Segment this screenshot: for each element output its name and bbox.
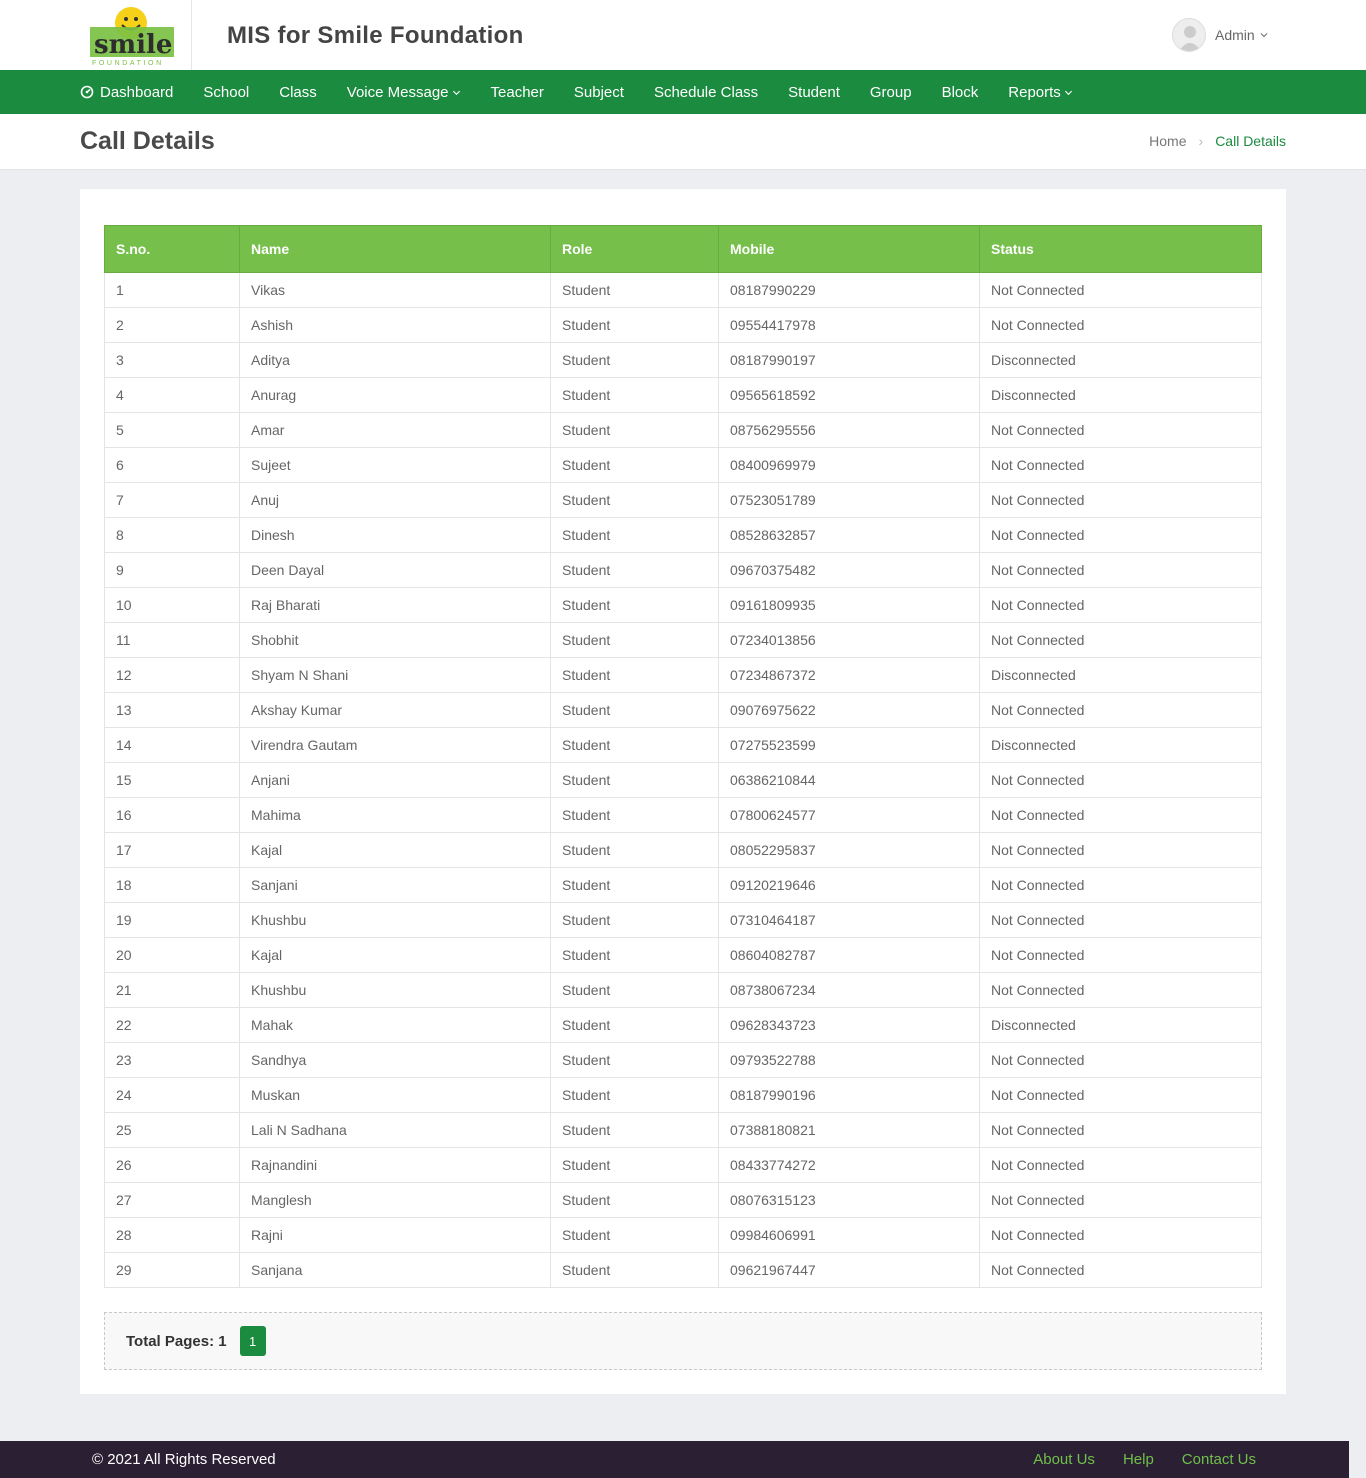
cell-role: Student: [551, 658, 719, 693]
chevron-down-icon: [1259, 30, 1269, 40]
cell-name: Akshay Kumar: [240, 693, 551, 728]
cell-sno: 14: [105, 728, 240, 763]
nav-item-label: Group: [869, 83, 912, 101]
cell-role: Student: [551, 903, 719, 938]
cell-sno: 29: [105, 1253, 240, 1288]
table-row: [105, 1113, 1262, 1148]
footer-link-about-us[interactable]: About Us: [1033, 1451, 1095, 1468]
page-header: [0, 114, 1366, 170]
cell-role: Student: [551, 308, 719, 343]
breadcrumb-separator-icon: ›: [1198, 133, 1204, 149]
cell-sno: 25: [105, 1113, 240, 1148]
column-header-role: Role: [551, 226, 719, 273]
nav-item-label: Teacher: [490, 83, 544, 101]
table-row: [105, 623, 1262, 658]
column-header-sno: S.no.: [105, 226, 240, 273]
cell-role: Student: [551, 518, 719, 553]
logo-wordmark: smile: [94, 30, 173, 60]
cell-sno: 10: [105, 588, 240, 623]
cell-status: Not Connected: [980, 483, 1262, 518]
cell-role: Student: [551, 938, 719, 973]
cell-role: Student: [551, 1008, 719, 1043]
cell-role: Student: [551, 1183, 719, 1218]
table-row: [105, 1078, 1262, 1113]
user-avatar-icon: [1172, 18, 1206, 52]
copyright-text: © 2021 All Rights Reserved: [92, 1451, 276, 1468]
cell-status: Not Connected: [980, 938, 1262, 973]
call-details-card: [80, 189, 1286, 1394]
cell-sno: 6: [105, 448, 240, 483]
column-header-mobile: Mobile: [719, 226, 980, 273]
cell-status: Not Connected: [980, 1148, 1262, 1183]
header-divider: [191, 0, 192, 70]
nav-item-student[interactable]: [788, 84, 840, 101]
cell-name: Sanjana: [240, 1253, 551, 1288]
column-header-name: Name: [240, 226, 551, 273]
table-row: [105, 1148, 1262, 1183]
cell-status: Not Connected: [980, 1078, 1262, 1113]
cell-role: Student: [551, 1218, 719, 1253]
cell-role: Student: [551, 483, 719, 518]
cell-role: Student: [551, 1113, 719, 1148]
page-footer: [0, 1441, 1349, 1478]
cell-status: Not Connected: [980, 308, 1262, 343]
nav-item-dashboard[interactable]: [80, 84, 173, 101]
cell-name: Ashish: [240, 308, 551, 343]
cell-sno: 22: [105, 1008, 240, 1043]
cell-status: Not Connected: [980, 973, 1262, 1008]
cell-status: Not Connected: [980, 1183, 1262, 1218]
nav-item-label: Schedule Class: [653, 83, 759, 101]
cell-mobile: 09984606991: [719, 1218, 980, 1253]
nav-item-label: Class: [279, 83, 317, 101]
footer-link-help[interactable]: Help: [1122, 1451, 1154, 1468]
cell-status: Not Connected: [980, 1113, 1262, 1148]
cell-mobile: 08756295556: [719, 413, 980, 448]
cell-role: Student: [551, 763, 719, 798]
cell-status: Not Connected: [980, 763, 1262, 798]
cell-status: Not Connected: [980, 623, 1262, 658]
cell-name: Vikas: [240, 273, 551, 308]
cell-sno: 28: [105, 1218, 240, 1253]
cell-mobile: 08187990229: [719, 273, 980, 308]
cell-mobile: 07234013856: [719, 623, 980, 658]
cell-status: Disconnected: [980, 343, 1262, 378]
cell-sno: 12: [105, 658, 240, 693]
cell-name: Mahak: [240, 1008, 551, 1043]
cell-sno: 24: [105, 1078, 240, 1113]
cell-role: Student: [551, 273, 719, 308]
app-title: MIS for Smile Foundation: [227, 22, 524, 49]
table-row: [105, 658, 1262, 693]
smile-foundation-logo[interactable]: [88, 5, 178, 67]
nav-item-schedule-class[interactable]: [654, 84, 758, 101]
cell-mobile: 07310464187: [719, 903, 980, 938]
chevron-down-icon: [1064, 88, 1073, 97]
cell-name: Sanjani: [240, 868, 551, 903]
cell-role: Student: [551, 1078, 719, 1113]
cell-sno: 17: [105, 833, 240, 868]
logo-subtext: FOUNDATION: [92, 60, 164, 67]
cell-status: Not Connected: [980, 518, 1262, 553]
cell-status: Not Connected: [980, 273, 1262, 308]
cell-mobile: 08433774272: [719, 1148, 980, 1183]
cell-name: Anurag: [240, 378, 551, 413]
cell-mobile: 09670375482: [719, 553, 980, 588]
cell-sno: 20: [105, 938, 240, 973]
nav-item-class[interactable]: [279, 84, 317, 101]
cell-name: Khushbu: [240, 903, 551, 938]
cell-status: Disconnected: [980, 728, 1262, 763]
cell-role: Student: [551, 448, 719, 483]
cell-sno: 18: [105, 868, 240, 903]
cell-status: Not Connected: [980, 448, 1262, 483]
nav-item-label: Dashboard: [100, 83, 174, 101]
cell-status: Not Connected: [980, 413, 1262, 448]
cell-name: Manglesh: [240, 1183, 551, 1218]
cell-sno: 23: [105, 1043, 240, 1078]
cell-mobile: 08187990196: [719, 1078, 980, 1113]
cell-name: Shyam N Shani: [240, 658, 551, 693]
cell-mobile: 08187990197: [719, 343, 980, 378]
cell-sno: 16: [105, 798, 240, 833]
cell-status: Not Connected: [980, 903, 1262, 938]
cell-name: Rajni: [240, 1218, 551, 1253]
nav-item-label: Reports: [1008, 83, 1061, 101]
table-row: [105, 588, 1262, 623]
cell-status: Not Connected: [980, 553, 1262, 588]
chevron-down-icon: [452, 88, 461, 97]
nav-item-label: Voice Message: [346, 83, 449, 101]
cell-mobile: 09120219646: [719, 868, 980, 903]
cell-role: Student: [551, 588, 719, 623]
cell-name: Kajal: [240, 833, 551, 868]
user-name: Admin: [1215, 27, 1255, 43]
cell-sno: 21: [105, 973, 240, 1008]
cell-mobile: 09621967447: [719, 1253, 980, 1288]
footer-links: [1005, 1451, 1256, 1468]
cell-status: Not Connected: [980, 1253, 1262, 1288]
table-row: [105, 308, 1262, 343]
cell-role: Student: [551, 413, 719, 448]
breadcrumb-home-link[interactable]: Home: [1149, 133, 1187, 149]
table-row: [105, 1218, 1262, 1253]
cell-sno: 3: [105, 343, 240, 378]
table-row: [105, 938, 1262, 973]
cell-role: Student: [551, 693, 719, 728]
table-header-row: [105, 226, 1262, 273]
cell-mobile: 09076975622: [719, 693, 980, 728]
nav-item-subject[interactable]: [574, 84, 624, 101]
table-row: [105, 378, 1262, 413]
cell-sno: 5: [105, 413, 240, 448]
cell-mobile: 07275523599: [719, 728, 980, 763]
table-row: [105, 903, 1262, 938]
breadcrumb: [1149, 133, 1286, 149]
cell-name: Anuj: [240, 483, 551, 518]
column-header-status: Status: [980, 226, 1262, 273]
cell-name: Lali N Sadhana: [240, 1113, 551, 1148]
call-details-table: [104, 225, 1262, 1288]
breadcrumb-current: Call Details: [1215, 133, 1286, 149]
user-menu[interactable]: [1172, 18, 1269, 52]
cell-role: Student: [551, 1148, 719, 1183]
cell-name: Dinesh: [240, 518, 551, 553]
cell-sno: 8: [105, 518, 240, 553]
cell-mobile: 06386210844: [719, 763, 980, 798]
cell-status: Not Connected: [980, 1043, 1262, 1078]
cell-status: Disconnected: [980, 1008, 1262, 1043]
cell-status: Not Connected: [980, 868, 1262, 903]
cell-status: Not Connected: [980, 693, 1262, 728]
cell-name: Shobhit: [240, 623, 551, 658]
cell-sno: 7: [105, 483, 240, 518]
top-header: [0, 0, 1366, 70]
cell-name: Mahima: [240, 798, 551, 833]
table-row: [105, 483, 1262, 518]
cell-sno: 19: [105, 903, 240, 938]
cell-status: Disconnected: [980, 378, 1262, 413]
nav-item-reports[interactable]: [1008, 84, 1073, 101]
table-row: [105, 1008, 1262, 1043]
nav-item-teacher[interactable]: [491, 84, 544, 101]
table-row: [105, 728, 1262, 763]
cell-name: Khushbu: [240, 973, 551, 1008]
cell-role: Student: [551, 343, 719, 378]
cell-role: Student: [551, 623, 719, 658]
cell-name: Aditya: [240, 343, 551, 378]
table-row: [105, 868, 1262, 903]
main-navbar: [0, 70, 1366, 114]
table-row: [105, 1043, 1262, 1078]
cell-status: Not Connected: [980, 833, 1262, 868]
cell-role: Student: [551, 1253, 719, 1288]
nav-list: [80, 70, 1103, 114]
nav-item-block[interactable]: [942, 84, 979, 101]
cell-name: Amar: [240, 413, 551, 448]
cell-sno: 4: [105, 378, 240, 413]
cell-name: Raj Bharati: [240, 588, 551, 623]
nav-item-label: Subject: [573, 83, 624, 101]
total-pages-label: Total Pages: 1: [126, 1332, 227, 1350]
cell-sno: 11: [105, 623, 240, 658]
cell-name: Rajnandini: [240, 1148, 551, 1183]
table-row: [105, 413, 1262, 448]
table-row: [105, 798, 1262, 833]
nav-item-school[interactable]: [203, 84, 249, 101]
nav-item-voice-message[interactable]: [347, 84, 461, 101]
cell-mobile: 07800624577: [719, 798, 980, 833]
cell-sno: 15: [105, 763, 240, 798]
cell-mobile: 08604082787: [719, 938, 980, 973]
cell-name: Virendra Gautam: [240, 728, 551, 763]
table-row: [105, 518, 1262, 553]
nav-item-group[interactable]: [870, 84, 912, 101]
table-row: [105, 763, 1262, 798]
cell-sno: 13: [105, 693, 240, 728]
cell-role: Student: [551, 798, 719, 833]
cell-status: Not Connected: [980, 798, 1262, 833]
nav-item-label: Block: [941, 83, 979, 101]
cell-sno: 26: [105, 1148, 240, 1183]
table-row: [105, 553, 1262, 588]
cell-status: Disconnected: [980, 658, 1262, 693]
table-row: [105, 833, 1262, 868]
cell-mobile: 09161809935: [719, 588, 980, 623]
page-button-1[interactable]: 1: [240, 1326, 266, 1356]
cell-sno: 9: [105, 553, 240, 588]
cell-name: Anjani: [240, 763, 551, 798]
table-row: [105, 1253, 1262, 1288]
pagination-bar: [104, 1312, 1262, 1370]
cell-mobile: 08400969979: [719, 448, 980, 483]
table-row: [105, 343, 1262, 378]
cell-role: Student: [551, 1043, 719, 1078]
cell-status: Not Connected: [980, 1218, 1262, 1253]
table-row: [105, 973, 1262, 1008]
cell-role: Student: [551, 868, 719, 903]
cell-role: Student: [551, 973, 719, 1008]
table-row: [105, 1183, 1262, 1218]
cell-mobile: 08738067234: [719, 973, 980, 1008]
cell-sno: 1: [105, 273, 240, 308]
cell-mobile: 07523051789: [719, 483, 980, 518]
cell-role: Student: [551, 728, 719, 763]
cell-sno: 27: [105, 1183, 240, 1218]
cell-mobile: 07388180821: [719, 1113, 980, 1148]
cell-status: Not Connected: [980, 588, 1262, 623]
cell-name: Muskan: [240, 1078, 551, 1113]
cell-mobile: 08076315123: [719, 1183, 980, 1218]
cell-mobile: 09565618592: [719, 378, 980, 413]
cell-name: Deen Dayal: [240, 553, 551, 588]
footer-link-contact-us[interactable]: Contact Us: [1181, 1451, 1256, 1468]
cell-mobile: 08052295837: [719, 833, 980, 868]
table-body: [105, 273, 1262, 1288]
cell-mobile: 09628343723: [719, 1008, 980, 1043]
cell-role: Student: [551, 553, 719, 588]
cell-name: Sandhya: [240, 1043, 551, 1078]
nav-item-label: School: [203, 83, 250, 101]
nav-item-label: Student: [788, 83, 840, 101]
cell-name: Sujeet: [240, 448, 551, 483]
dashboard-gauge-icon: [80, 85, 94, 99]
cell-mobile: 09554417978: [719, 308, 980, 343]
table-row: [105, 693, 1262, 728]
cell-name: Kajal: [240, 938, 551, 973]
table-row: [105, 273, 1262, 308]
cell-sno: 2: [105, 308, 240, 343]
cell-mobile: 08528632857: [719, 518, 980, 553]
cell-role: Student: [551, 833, 719, 868]
page-title: Call Details: [80, 127, 215, 155]
cell-mobile: 07234867372: [719, 658, 980, 693]
cell-role: Student: [551, 378, 719, 413]
table-row: [105, 448, 1262, 483]
cell-mobile: 09793522788: [719, 1043, 980, 1078]
